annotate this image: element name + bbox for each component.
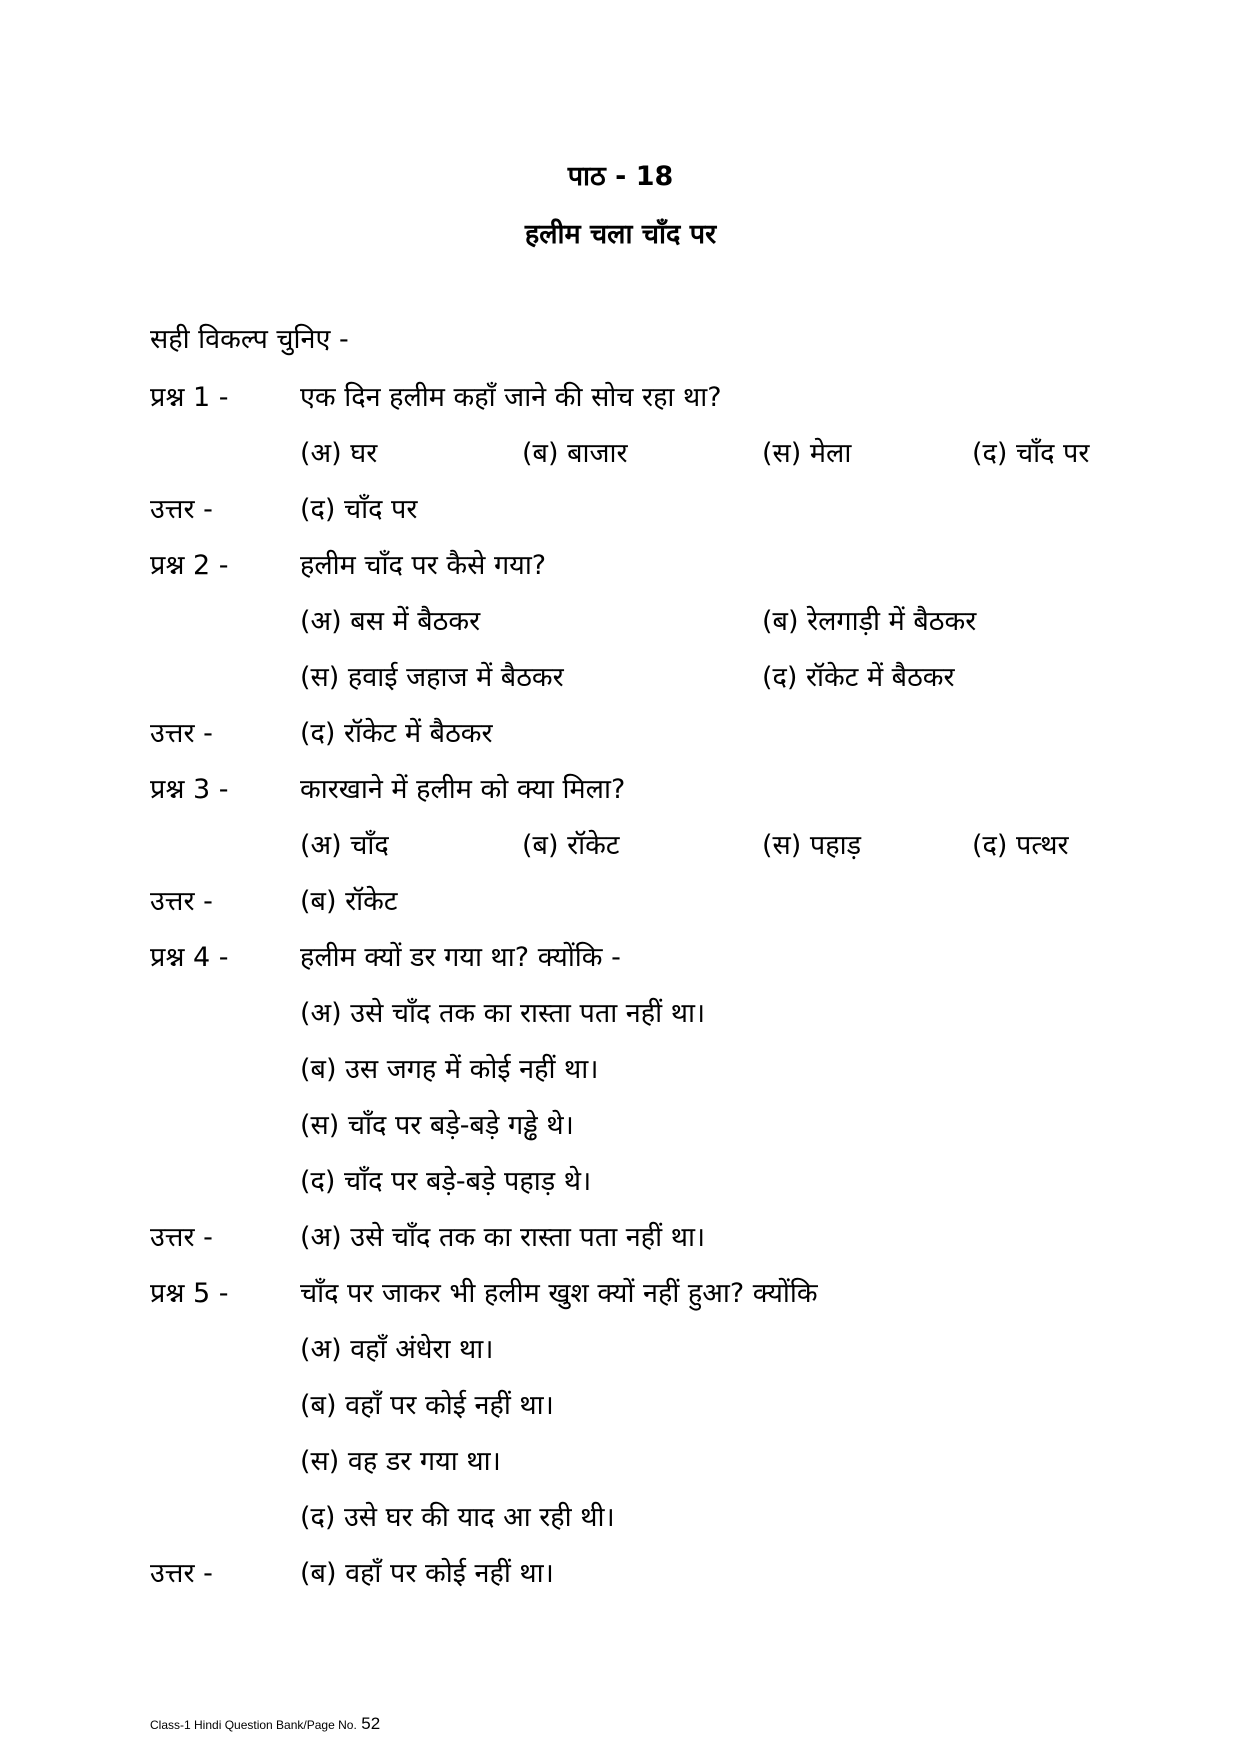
question-label: प्रश्न 5 - [150,1278,229,1309]
question-text: चाँद पर जाकर भी हलीम खुश क्यों नहीं हुआ? क्योंकि [300,1278,818,1309]
lesson-title: हलीम चला चाँद पर [524,219,717,250]
page-number: 52 [361,1714,381,1733]
question-text: हलीम क्यों डर गया था? क्योंकि - [300,942,621,973]
question-text: एक दिन हलीम कहाँ जाने की सोच रहा था? [300,382,722,413]
option: (स) हवाई जहाज में बैठकर [300,662,564,693]
question-label: प्रश्न 1 - [150,382,229,413]
option: (द) उसे घर की याद आ रही थी। [300,1502,615,1533]
option: (द) चाँद पर बड़े-बड़े पहाड़ थे। [300,1166,592,1197]
answer-label: उत्तर - [150,494,213,525]
lesson-number: पाठ - 18 [567,161,674,192]
answer-text: (ब) वहाँ पर कोई नहीं था। [300,1558,554,1589]
option: (स) पहाड़ [762,830,862,861]
option: (ब) उस जगह में कोई नहीं था। [300,1054,599,1085]
question-label: प्रश्न 4 - [150,942,229,973]
answer-text: (अ) उसे चाँद तक का रास्ता पता नहीं था। [300,1222,706,1253]
answer-label: उत्तर - [150,718,213,749]
answer-label: उत्तर - [150,1222,213,1253]
question-label: प्रश्न 2 - [150,550,229,581]
answer-text: (द) चाँद पर [300,494,418,525]
option: (स) मेला [762,438,852,469]
option: (अ) वहाँ अंधेरा था। [300,1334,494,1365]
page-footer [150,1714,380,1734]
option: (स) वह डर गया था। [300,1446,501,1477]
option: (द) पत्थर [972,830,1069,861]
option: (अ) घर [300,438,378,469]
option: (ब) बाजार [522,438,628,469]
instruction-text: सही विकल्प चुनिए - [150,324,349,355]
answer-label: उत्तर - [150,886,213,917]
question-label: प्रश्न 3 - [150,774,229,805]
option: (द) चाँद पर [972,438,1090,469]
option: (ब) रेलगाड़ी में बैठकर [762,606,977,637]
option: (अ) उसे चाँद तक का रास्ता पता नहीं था। [300,998,706,1029]
option: (अ) चाँद [300,830,389,861]
answer-label: उत्तर - [150,1558,213,1589]
option: (ब) रॉकेट [522,830,620,861]
question-text: कारखाने में हलीम को क्या मिला? [300,774,626,805]
question-text: हलीम चाँद पर कैसे गया? [300,550,547,581]
answer-text: (द) रॉकेट में बैठकर [300,718,493,749]
footer-label: Class-1 Hindi Question Bank/Page No. [150,1718,357,1732]
option: (ब) वहाँ पर कोई नहीं था। [300,1390,554,1421]
option: (अ) बस में बैठकर [300,606,481,637]
option: (स) चाँद पर बड़े-बड़े गड्ढे थे। [300,1110,574,1141]
answer-text: (ब) रॉकेट [300,886,398,917]
option: (द) रॉकेट में बैठकर [762,662,955,693]
